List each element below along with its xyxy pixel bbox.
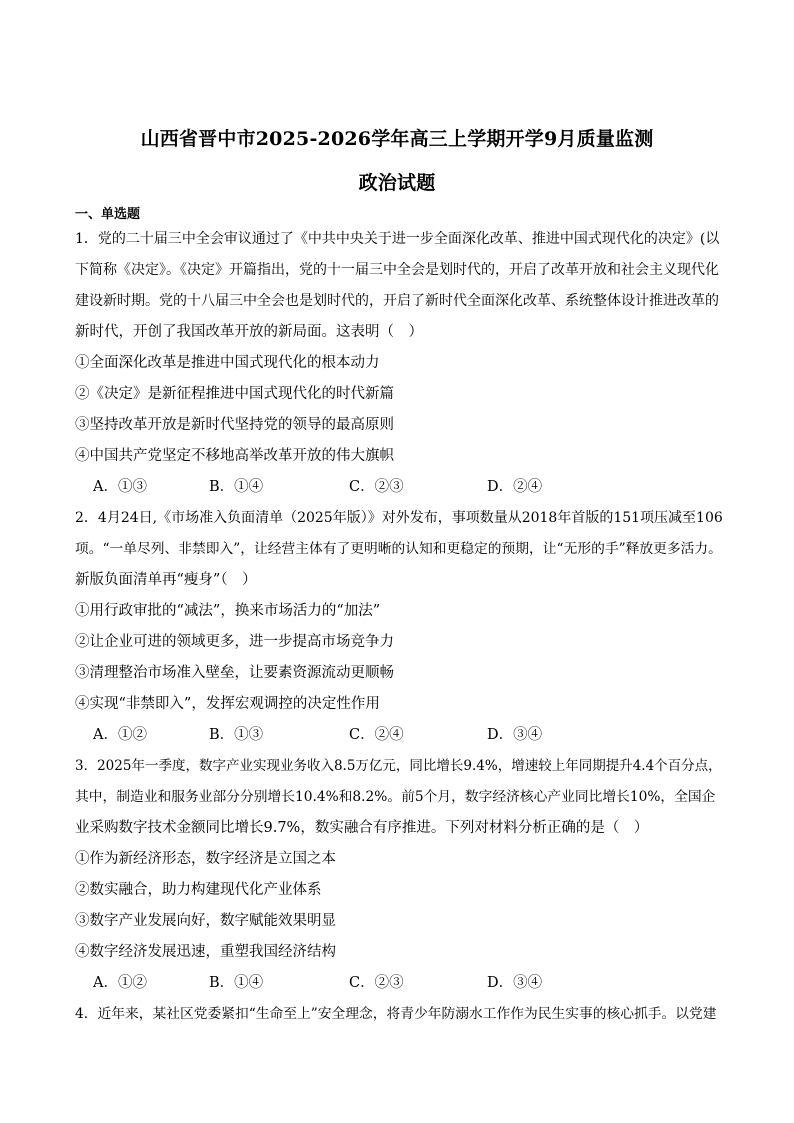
question-1-options (93, 477, 713, 497)
option-d[interactable]: D．③④ (487, 975, 543, 991)
question-2-statement: ①用行政审批的“减法”，换来市场活力的“加法” (75, 603, 381, 619)
option-b[interactable]: B．①③ (209, 727, 264, 743)
question-1-statement: ③坚持改革开放是新时代坚持党的领导的最高原则 (75, 417, 394, 433)
option-a[interactable]: A．①② (93, 727, 147, 743)
exam-subject: 政治试题 (358, 172, 436, 194)
question-3-statement: ③数字产业发展向好，数字赋能效果明显 (75, 913, 336, 929)
question-3-statement: ①作为新经济形态，数字经济是立国之本 (75, 851, 336, 867)
question-1-statement: ①全面深化改革是推进中国式现代化的根本动力 (75, 355, 380, 371)
question-1-stem-line: 1．党的二十届三中全会审议通过了《中共中央关于进一步全面深化改革、推进中国式现代化的决定》(以 (75, 231, 720, 247)
question-2-stem-line: 项。“一单尽列、非禁即入”，让经营主体有了更明晰的认知和更稳定的预期，让“无形的手”释放更多活力。 (75, 541, 722, 557)
question-1-stem-line: 建设新时期。党的十八届三中全会也是划时代的，开启了新时代全面深化改革、系统整体设计推进改革的 (75, 293, 719, 309)
question-1-stem-line: 新时代，开创了我国改革开放的新局面。这表明（ ） (75, 324, 423, 340)
question-2-options (93, 725, 713, 745)
question-3-statement: ④数字经济发展迅速，重塑我国经济结构 (75, 944, 336, 960)
option-d[interactable]: D．②④ (487, 479, 543, 495)
question-1-statement: ④中国共产党坚定不移地高举改革开放的伟大旗帜 (75, 448, 394, 464)
option-a[interactable]: A．①② (93, 975, 147, 991)
section-heading: 一、单选题 (75, 207, 141, 222)
option-d[interactable]: D．③④ (487, 727, 543, 743)
option-c[interactable]: C．②③ (349, 479, 404, 495)
option-a[interactable]: A．①③ (93, 479, 147, 495)
question-2-stem-line: 2．4月24日,《市场准入负面清单（2025年版）》对外发布，事项数量从2018年首版的151项压减至106 (75, 510, 723, 526)
question-2-statement: ④实现“非禁即入”，发挥宏观调控的决定性作用 (75, 696, 380, 712)
question-2-stem-line: 新版负面清单再“瘦身”（ ） (75, 572, 257, 588)
option-b[interactable]: B．①④ (209, 975, 264, 991)
exam-title: 山西省晋中市2025-2026学年高三上学期开学9月质量监测 (140, 128, 654, 150)
question-2-statement: ③清理整治市场准入壁垒，让要素资源流动更顺畅 (75, 665, 394, 681)
question-3-stem-line: 业采购数字技术金额同比增长9.7%，数实融合有序推进。下列对材料分析正确的是（ ） (75, 820, 649, 836)
question-1-stem-line: 下简称《决定》。《决定》开篇指出，党的十一届三中全会是划时代的，开启了改革开放和社会主义现代化 (75, 262, 719, 278)
question-3-options (93, 973, 713, 993)
question-4-stem-line: 4．近年来，某社区党委紧扣“生命至上”安全理念，将青少年防溺水工作作为民生实事的核心抓手。以党建 (75, 1006, 717, 1022)
question-3-stem-line: 3．2025年一季度，数字产业实现业务收入8.5万亿元，同比增长9.4%，增速较上年同期提升4.4个百分点， (75, 758, 722, 774)
question-3-stem-line: 其中，制造业和服务业部分分别增长10.4%和8.2%。前5个月，数字经济核心产业同比增长10%，全国企 (75, 789, 716, 805)
question-3-statement: ②数实融合，助力构建现代化产业体系 (75, 882, 322, 898)
option-c[interactable]: C．②④ (349, 727, 404, 743)
question-2-statement: ②让企业可进的领域更多，进一步提高市场竞争力 (75, 634, 394, 650)
option-b[interactable]: B．①④ (209, 479, 264, 495)
option-c[interactable]: C．②③ (349, 975, 404, 991)
question-1-statement: ②《决定》是新征程推进中国式现代化的时代新篇 (75, 386, 394, 402)
